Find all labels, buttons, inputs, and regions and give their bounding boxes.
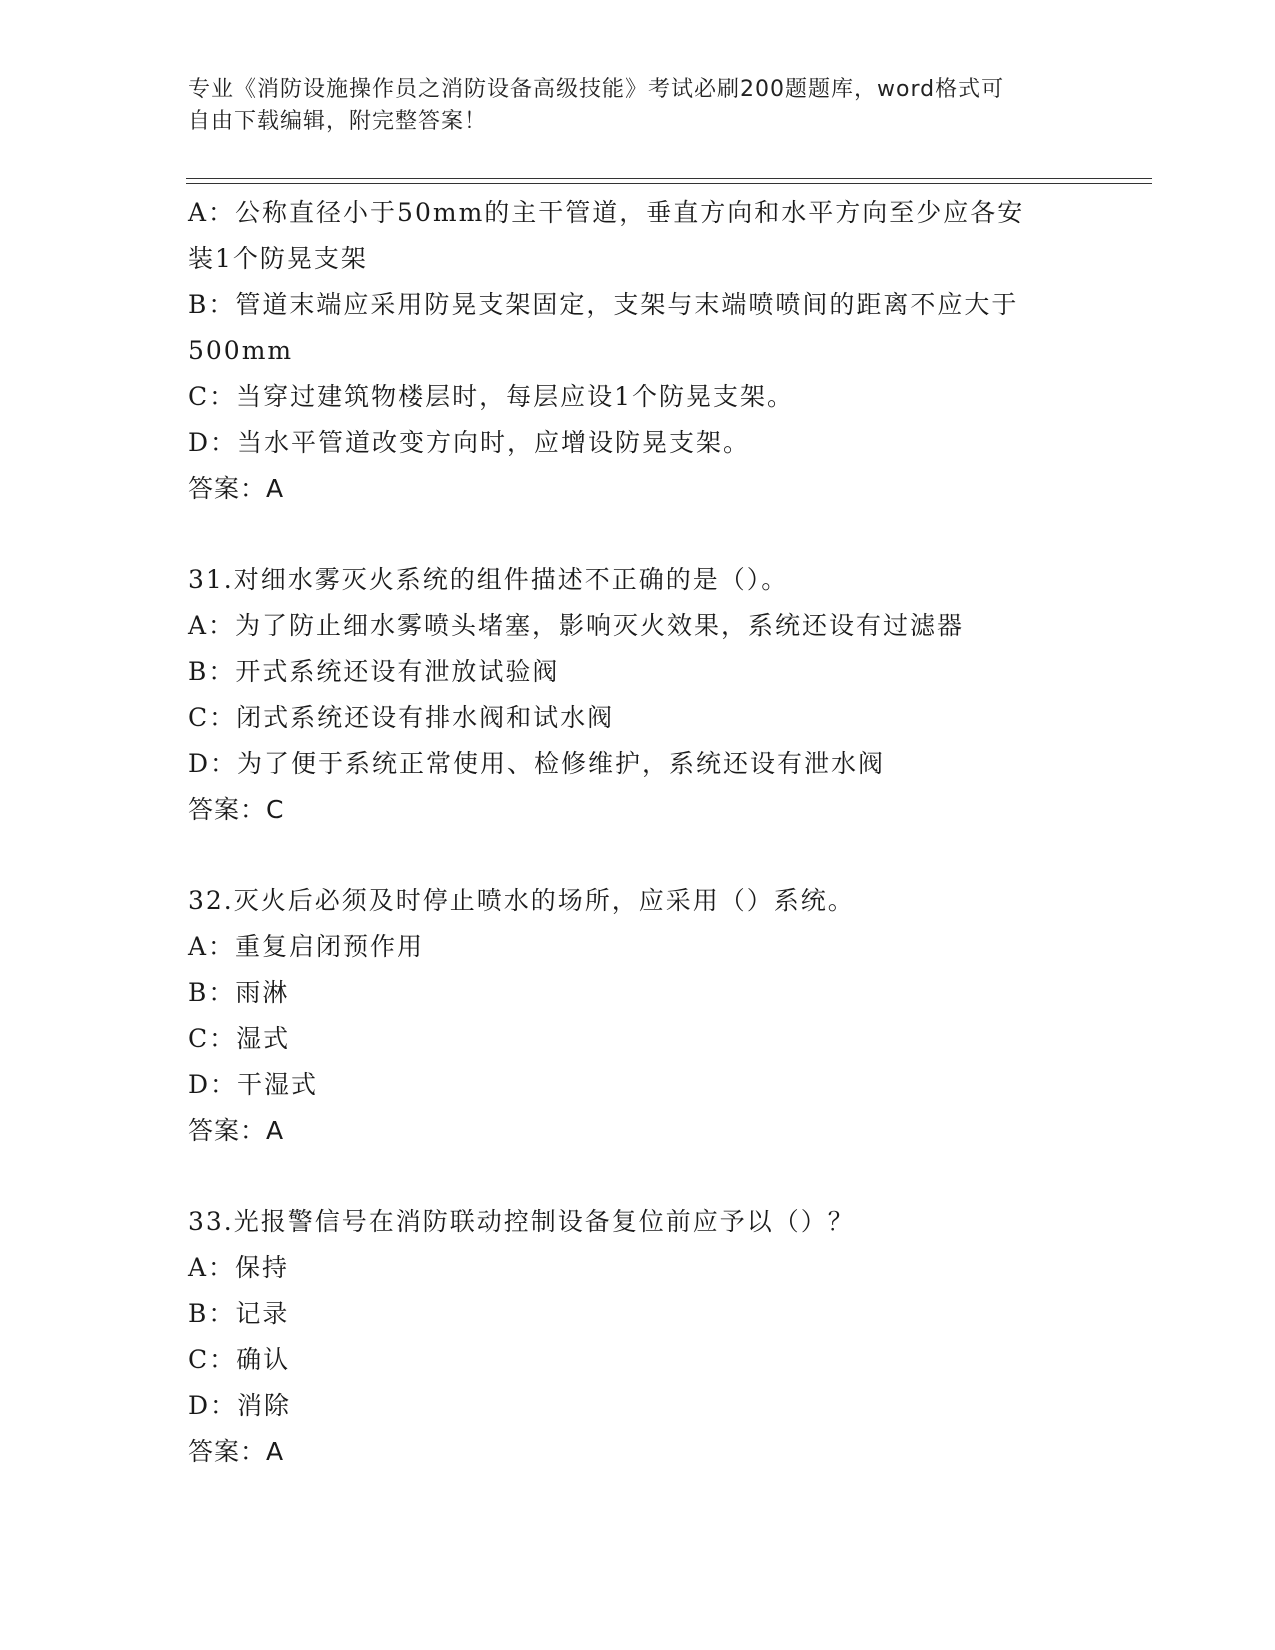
answer: 答案：A <box>188 1437 285 1466</box>
option-b-line-2: 500mm <box>188 336 294 365</box>
option-d: D：为了便于系统正常使用、检修维护，系统还设有泄水阀 <box>188 749 886 778</box>
answer: 答案：A <box>188 1116 285 1145</box>
option-a: A：为了防止细水雾喷头堵塞，影响灭火效果，系统还设有过滤器 <box>188 611 965 640</box>
document-header <box>188 74 1068 138</box>
question-33 <box>188 1199 1088 1475</box>
answer: 答案：A <box>188 474 285 503</box>
option-b-line-1: B：管道末端应采用防晃支架固定，支架与末端喷喷间的距离不应大于 <box>188 290 1019 319</box>
answer: 答案：C <box>188 795 285 824</box>
spacer <box>188 512 1088 557</box>
option-b: B：雨淋 <box>188 978 290 1007</box>
option-a: A：重复启闭预作用 <box>188 932 425 961</box>
header-line-2: 自由下载编辑，附完整答案！ <box>188 109 488 134</box>
header-line-1: 专业《消防设施操作员之消防设备高级技能》考试必刷200题题库，word格式可 <box>188 77 1005 102</box>
option-b: B：记录 <box>188 1299 290 1328</box>
option-d: D：当水平管道改变方向时，应增设防晃支架。 <box>188 428 751 457</box>
spacer <box>188 1154 1088 1199</box>
question-30-continued <box>188 190 1088 512</box>
option-c: C：闭式系统还设有排水阀和试水阀 <box>188 703 615 732</box>
header-divider-top <box>186 178 1152 179</box>
question-text: 31.对细水雾灭火系统的组件描述不正确的是（）。 <box>188 565 789 594</box>
option-b: B：开式系统还设有泄放试验阀 <box>188 657 560 686</box>
option-a: A：保持 <box>188 1253 290 1282</box>
option-c: C：湿式 <box>188 1024 291 1053</box>
question-list <box>188 190 1088 1475</box>
question-text: 33.光报警信号在消防联动控制设备复位前应予以（）？ <box>188 1207 855 1236</box>
option-c: C：确认 <box>188 1345 291 1374</box>
header-divider-bottom <box>186 183 1152 184</box>
option-a-line-1: A：公称直径小于50mm的主干管道，垂直方向和水平方向至少应各安 <box>188 198 1025 227</box>
question-text: 32.灭火后必须及时停止喷水的场所，应采用（）系统。 <box>188 886 855 915</box>
question-31 <box>188 557 1088 833</box>
option-d: D：干湿式 <box>188 1070 319 1099</box>
option-a-line-2: 装1个防晃支架 <box>188 244 368 273</box>
question-32 <box>188 878 1088 1154</box>
option-d: D：消除 <box>188 1391 292 1420</box>
spacer <box>188 833 1088 878</box>
option-c: C：当穿过建筑物楼层时，每层应设1个防晃支架。 <box>188 382 795 411</box>
